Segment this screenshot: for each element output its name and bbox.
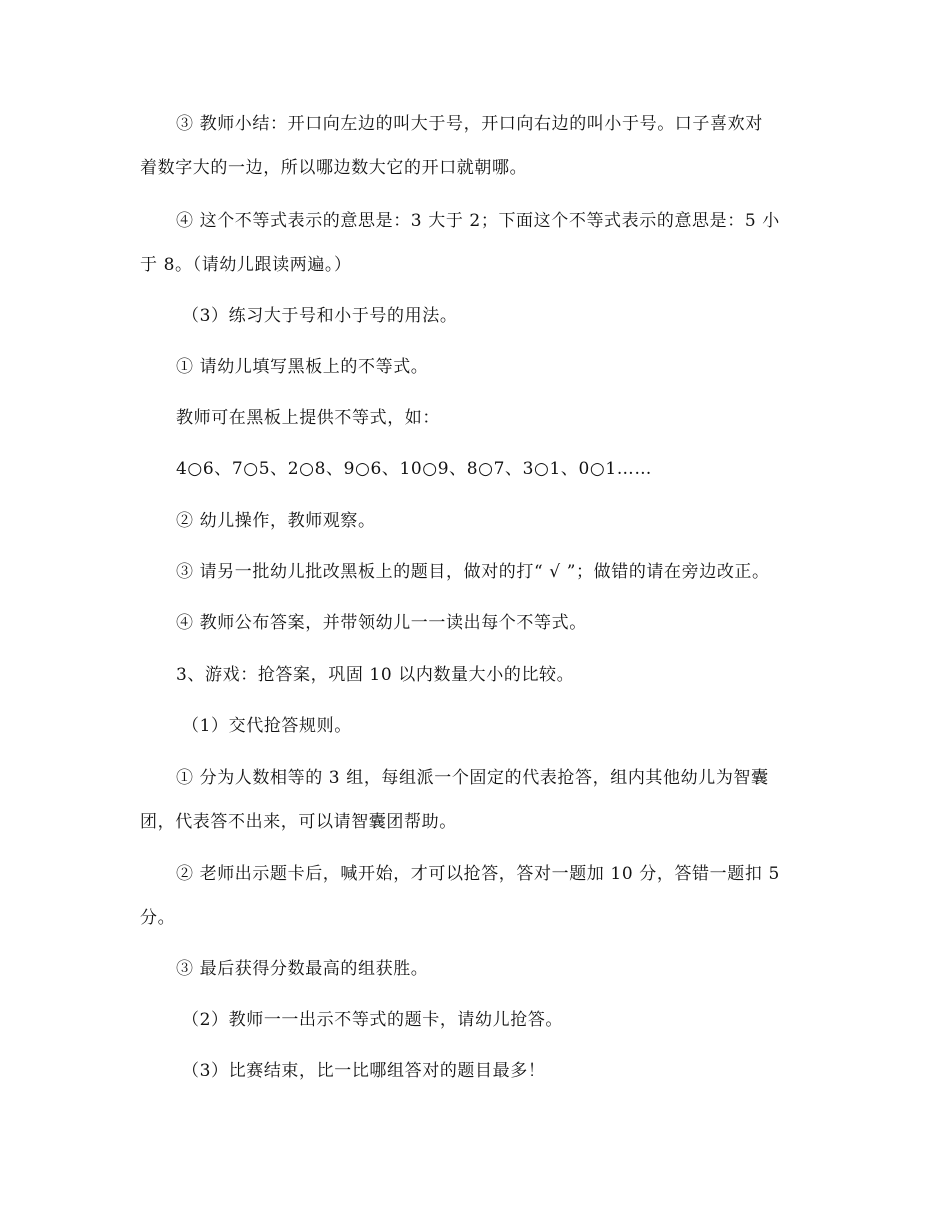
paragraph-inequality-meaning-cont: 于 8。（请幼儿跟读两遍。）: [140, 255, 352, 275]
paragraph-grouping-rule-cont: 团，代表答不出来，可以请智囊团帮助。: [140, 812, 457, 832]
paragraph-winner-rule: ③ 最后获得分数最高的组获胜。: [176, 959, 429, 979]
paragraph-teacher-summary-cont: 着数字大的一边，所以哪边数大它的开口就朝哪。: [140, 158, 528, 178]
paragraph-grouping-rule: ① 分为人数相等的 3 组，每组派一个固定的代表抢答，组内其他幼儿为智囊: [176, 768, 769, 788]
section-game-heading: 3、游戏：抢答案，巩固 10 以内数量大小的比较。: [176, 665, 575, 685]
paragraph-scoring-rule: ② 老师出示题卡后，喊开始，才可以抢答，答对一题加 10 分，答错一题扣 5: [176, 864, 780, 884]
section-show-cards: （2）教师一一出示不等式的题卡，请幼儿抢答。: [182, 1010, 564, 1030]
paragraph-publish-answers: ④ 教师公布答案，并带领幼儿一一读出每个不等式。: [176, 613, 587, 633]
section-practice-heading: （3）练习大于号和小于号的用法。: [182, 306, 458, 326]
paragraph-scoring-rule-cont: 分。: [140, 908, 176, 928]
paragraph-inequality-examples: 4○6、7○5、2○8、9○6、10○9、8○7、3○1、0○1……: [176, 459, 652, 479]
paragraph-fill-inequalities: ① 请幼儿填写黑板上的不等式。: [176, 357, 429, 377]
paragraph-correction: ③ 请另一批幼儿批改黑板上的题目，做对的打“ √ ”；做错的请在旁边改正。: [176, 562, 770, 582]
paragraph-inequality-meaning: ④ 这个不等式表示的意思是：3 大于 2；下面这个不等式表示的意思是：5 小: [176, 211, 780, 231]
section-rules-heading: （1）交代抢答规则。: [182, 716, 352, 736]
paragraph-children-operate: ② 幼儿操作，教师观察。: [176, 511, 376, 531]
paragraph-teacher-summary: ③ 教师小结：开口向左边的叫大于号，开口向右边的叫小于号。口子喜欢对: [176, 114, 763, 134]
section-game-end: （3）比赛结束，比一比哪组答对的题目最多！: [182, 1061, 546, 1081]
paragraph-blackboard-example-intro: 教师可在黑板上提供不等式，如：: [176, 408, 440, 428]
